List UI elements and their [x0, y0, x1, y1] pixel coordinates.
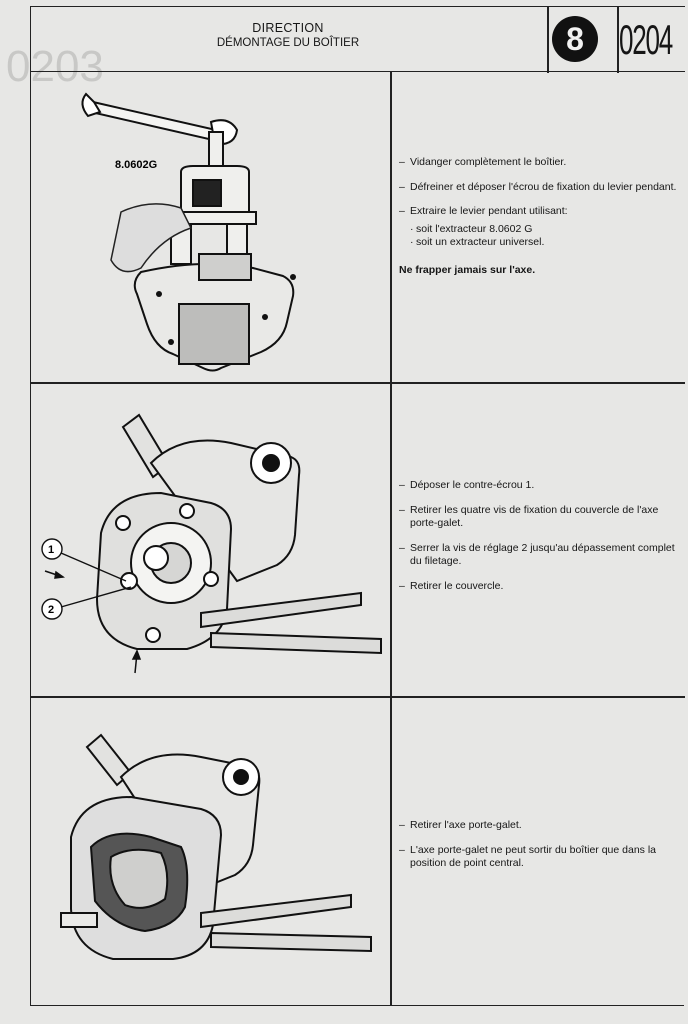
instruction-item: – Retirer l'axe porte-galet. [399, 819, 681, 833]
step-text-2 [399, 479, 681, 604]
section-subtitle: DÉMONTAGE DU BOÎTIER [216, 37, 360, 49]
steering-box-illustration [31, 697, 390, 1006]
steering-box-illustration [31, 72, 390, 382]
step-text-3 [399, 819, 681, 882]
instruction-item: – Retirer le couvercle. [399, 580, 681, 594]
step-row-2 [31, 383, 685, 696]
manual-page [6, 6, 684, 1006]
sub-list [399, 223, 681, 250]
svg-text:0203: 0203 [6, 42, 104, 91]
instruction-item: – Extraire le levier pendant utilisant: [399, 205, 681, 219]
section-title: DIRECTION [252, 21, 324, 35]
sub-item: · soit l'extracteur 8.0602 G [410, 223, 681, 237]
title-block [31, 21, 545, 49]
step-row-1 [31, 72, 685, 382]
sub-item: · soit un extracteur universel. [410, 236, 681, 250]
chapter-badge: 8 [552, 16, 598, 62]
step-row-3 [31, 697, 685, 1006]
instruction-item: – Défreiner et déposer l'écrou de fixation du levier pendant. [399, 181, 681, 195]
page-header [31, 6, 685, 72]
steering-box-illustration [31, 383, 390, 696]
extractor-label: 8.0602G [115, 159, 158, 171]
instruction-item: – L'axe porte-galet ne peut sortir du boîtier que dans la position de point central. [399, 844, 681, 871]
instruction-item: – Vidanger complètement le boîtier. [399, 156, 681, 170]
instruction-item: – Serrer la vis de réglage 2 jusqu'au dépassement complet du filetage. [399, 542, 681, 569]
header-divider [547, 7, 549, 73]
warning-text: Ne frapper jamais sur l'axe. [399, 263, 536, 276]
callout-1: 1 [48, 544, 55, 556]
instruction-item: – Déposer le contre-écrou 1. [399, 479, 681, 493]
page-code: 0204 [619, 16, 672, 63]
instruction-item: – Retirer les quatre vis de fixation du couvercle de l'axe porte-galet. [399, 504, 681, 531]
step-text-1 [399, 156, 681, 277]
callout-2: 2 [48, 604, 55, 616]
